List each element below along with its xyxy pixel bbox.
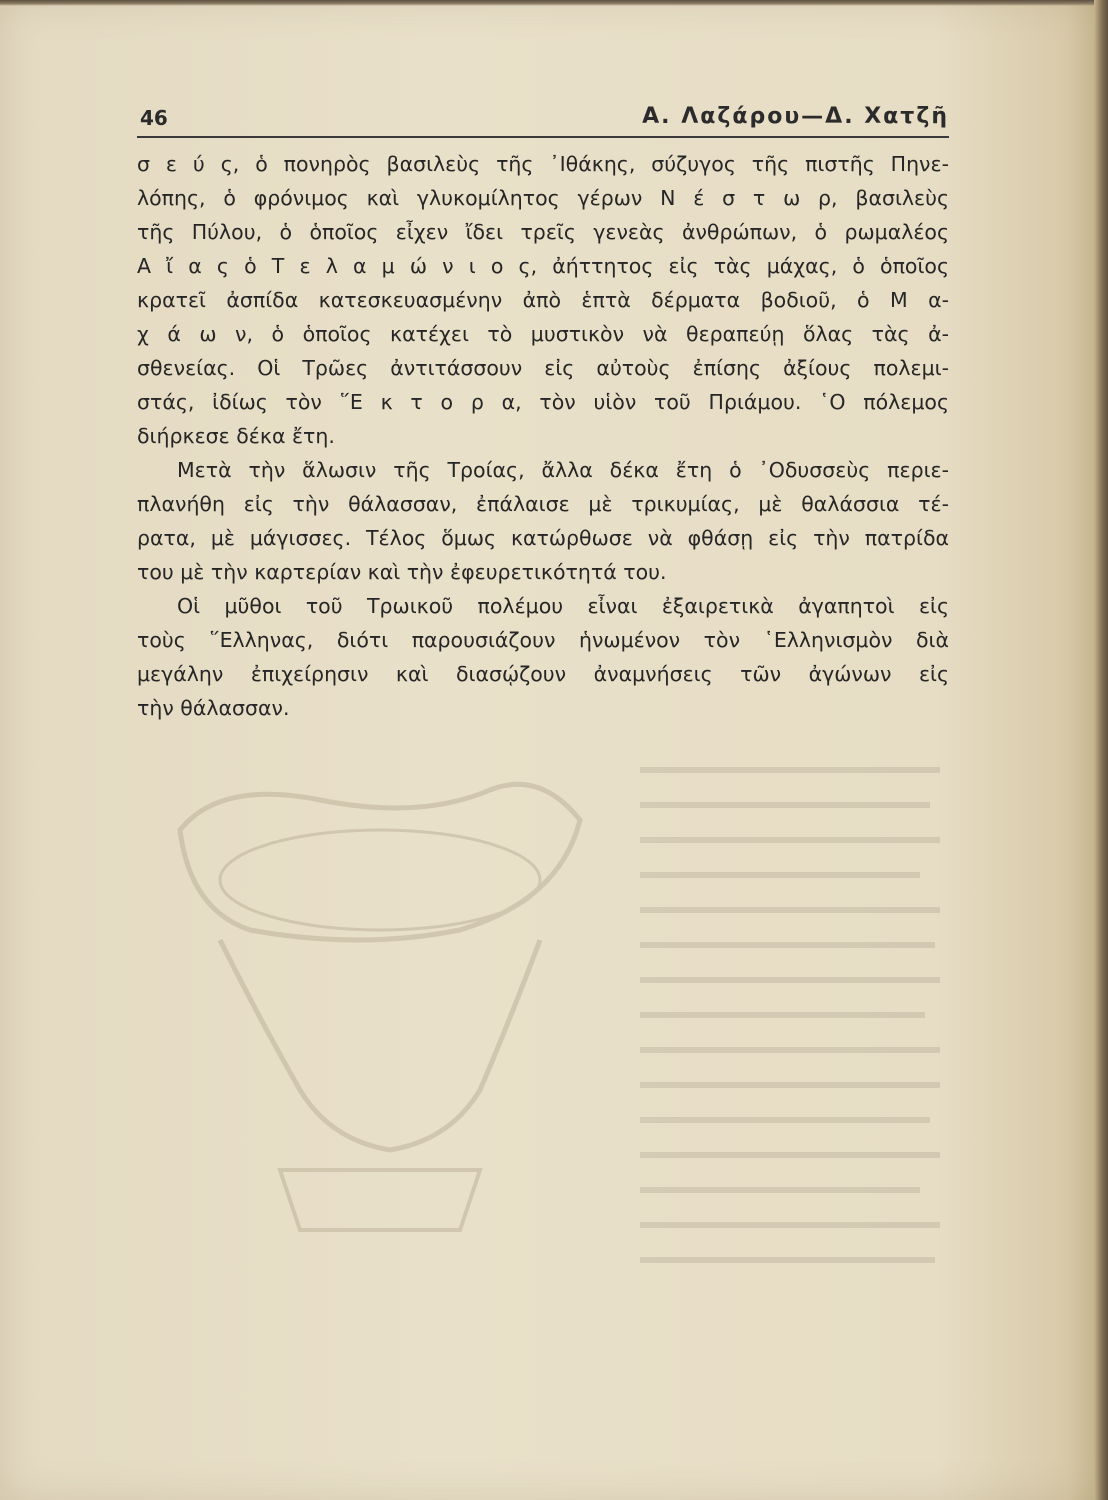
text-line: του μὲ τὴν καρτερίαν καὶ τὴν ἐφευρετικότητά του. — [137, 560, 667, 584]
paragraph-1 — [137, 147, 949, 453]
paragraph-3 — [137, 589, 949, 725]
text-line: στάς, ἰδίως τὸν ῞Ε κ τ ο ρ α, τὸν υἱὸν τοῦ Πριάμου. ῾Ο πόλεμος — [137, 390, 949, 414]
text-line: σθενείας. Οἱ Τρῶες ἀντιτάσσουν εἰς αὐτοὺς ἐπίσης ἀξίους πολεμι- — [137, 356, 949, 380]
text-line: διήρκεσε δέκα ἔτη. — [137, 424, 335, 448]
page-top-edge — [0, 0, 1100, 6]
text-line: Οἱ μῦθοι τοῦ Τρωικοῦ πολέμου εἶναι ἐξαιρετικὰ ἀγαπητοὶ εἰς — [177, 594, 949, 618]
text-line: Μετὰ τὴν ἅλωσιν τῆς Τροίας, ἄλλα δέκα ἔτη ὁ ᾿Οδυσσεὺς περιε- — [177, 458, 949, 482]
body-text — [137, 147, 949, 725]
text-line: Α ἴ α ς ὁ Τ ε λ α μ ώ ν ι ο ς, ἀήττητος εἰς τὰς μάχας, ὁ ὁποῖος — [137, 254, 949, 278]
text-line: τῆς Πύλου, ὁ ὁποῖος εἶχεν ἴδει τρεῖς γενεὰς ἀνθρώπων, ὁ ρωμαλέος — [137, 220, 949, 244]
text-line: τὴν θάλασσαν. — [137, 696, 290, 720]
text-line: πλανήθη εἰς τὴν θάλασσαν, ἐπάλαισε μὲ τρικυμίας, μὲ θαλάσσια τέ- — [137, 492, 949, 516]
paragraph-2 — [137, 453, 949, 589]
text-line: σ ε ύ ς, ὁ πονηρὸς βασιλεὺς τῆς ᾿Ιθάκης, σύζυγος τῆς πιστῆς Πηνε- — [137, 152, 949, 176]
text-line: κρατεῖ ἀσπίδα κατεσκευασμένην ἀπὸ ἑπτὰ δέρματα βοδιοῦ, ὁ Μ α- — [137, 288, 949, 312]
page-header — [137, 102, 949, 138]
running-head: Α. Λαζάρου—Δ. Χατζῆ — [642, 104, 949, 129]
page-number: 46 — [140, 106, 168, 130]
text-line: λόπης, ὁ φρόνιμος καὶ γλυκομίλητος γέρων Ν έ σ τ ω ρ, βασιλεὺς — [137, 186, 949, 210]
show-through-text — [640, 760, 950, 1320]
text-line: μεγάλην ἐπιχείρησιν καὶ διασῴζουν ἀναμνήσεις τῶν ἀγώνων εἰς — [137, 662, 949, 686]
text-line: τοὺς ῞Ελληνας, διότι παρουσιάζουν ἡνωμένον τὸν ῾Ελληνισμὸν διὰ — [137, 628, 949, 652]
page-binding-edge — [1094, 0, 1108, 1500]
text-line: χ ά ω ν, ὁ ὁποῖος κατέχει τὸ μυστικὸν νὰ θεραπεύῃ ὅλας τὰς ἀ- — [137, 322, 949, 346]
text-line: ρατα, μὲ μάγισσες. Τέλος ὅμως κατώρθωσε νὰ φθάσῃ εἰς τὴν πατρίδα — [137, 526, 949, 550]
